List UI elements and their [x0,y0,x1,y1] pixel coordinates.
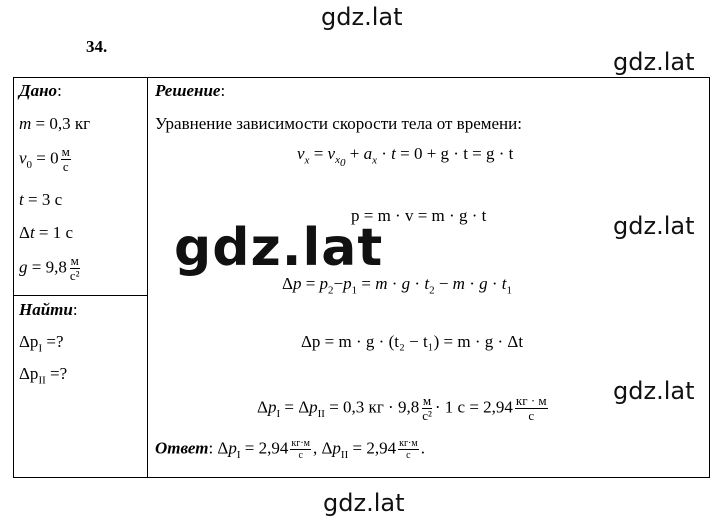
watermark: gdz.lat [323,489,405,517]
given-gravity: g = 9,8 $\frac{м}{\text{с²}}$ [19,253,80,283]
given-initial-velocity: $v_0 = 0$ $\frac{м}{с}$ [19,144,70,174]
find-item-1: $\Delta p_I$ =? [19,332,64,355]
find-item-2: $\Delta p_{II}$ =? [19,364,68,387]
row-divider [14,295,147,296]
watermark: gdz.lat [613,377,695,405]
given-time: t = 3 с [19,190,63,209]
equation-numeric: $\Delta p_I = \Delta p_{II} = 0,3$ кг · 9,8 $\frac{м}{\text{с²}}$ · 1 с = 2,94 $\frac{кг \cdot м}{с}$ [257,393,547,423]
solution-table [13,77,710,478]
column-divider [147,78,148,477]
watermark-large: gdz.lat [174,218,384,278]
problem-number: 34. [86,37,108,56]
equation-velocity: $v_x = v_{x_0} + a_x \cdot t = 0 + g \cdot t = g \cdot t$ [297,144,514,170]
answer-line: Ответ: $\Delta p_I = 2,94$ $\frac{кг\cdot м}{с}$ , $\Delta p_{II} = 2,94$ $\frac{кг\cdot м}{с}$ . [155,438,425,461]
watermark: gdz.lat [613,212,695,240]
equation-momentum: p = m · v = m · g · t [351,206,487,225]
equation-momentum-change: $\Delta p = p_2-p_1 = m \cdot g \cdot t_2 - m \cdot g \cdot t_1$ [282,274,513,297]
equation-momentum-change-final: Δp = m · g · (t₂ − t₁) = m · g · Δt [301,332,524,351]
given-delta-time: Δt = 1 с [19,223,74,242]
watermark: gdz.lat [321,3,403,31]
find-header: Найти: [19,300,78,319]
given-header: Дано: [19,81,62,100]
watermark: gdz.lat [613,48,695,76]
given-mass: m = 0,3 кг [19,114,91,133]
solution-header: Решение: [155,81,226,100]
solution-intro: Уравнение зависимости скорости тела от времени: [155,114,522,133]
